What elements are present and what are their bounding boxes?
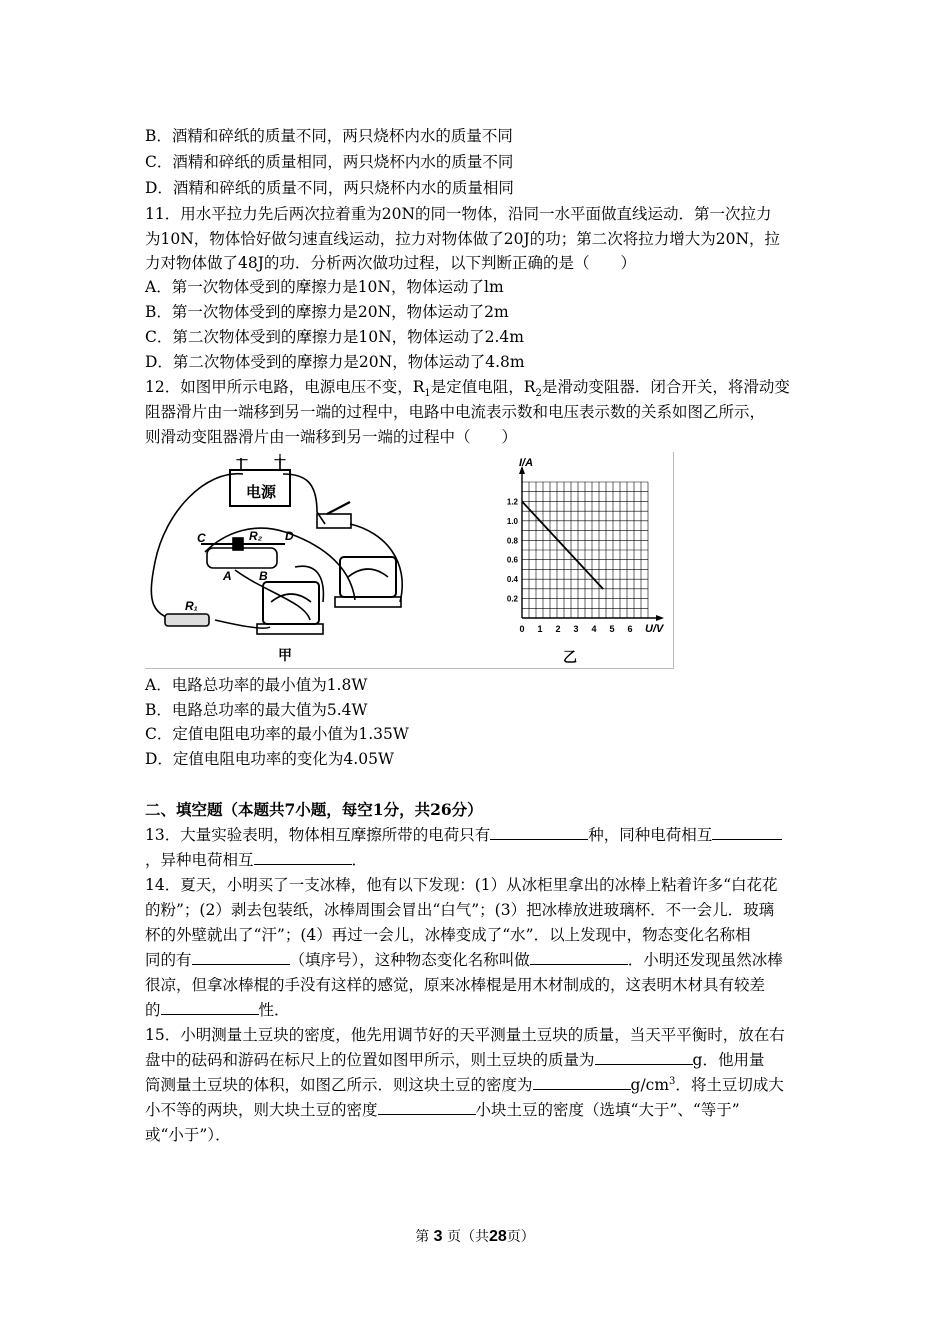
power-source-label: 电源: [245, 484, 277, 501]
q14-blank-1[interactable]: [192, 948, 290, 965]
y-tick-label: 0.6: [506, 555, 518, 565]
q11-option-c: C．第二次物体受到的摩擦力是10N，物体运动了2.4m: [145, 328, 524, 346]
y-tick-label: 0.8: [506, 536, 518, 546]
q11-stem-line2: 为10N，物体恰好做匀速直线运动，拉力对物体做了20J的功；第二次将拉力增大为20N，拉: [145, 230, 781, 248]
figure-yi-caption: 乙: [563, 649, 577, 665]
q12-option-c: C．定值电阻电功率的最小值为1.35W: [145, 725, 409, 743]
q14-blank-3[interactable]: [161, 998, 259, 1015]
rheostat-label-a: A: [223, 569, 232, 583]
q14-line6: 的 性．: [145, 997, 290, 1023]
rheostat-label-r2: R₂: [249, 529, 263, 543]
rheostat-label-c: C: [197, 531, 206, 545]
q12-figure: [145, 452, 674, 669]
q15-blank-1[interactable]: [595, 1048, 693, 1065]
q14-line3: 杯的外壁就出了“汗”；(4）再过一会儿，冰棒变成了“水”．以上发现中，物态变化名称相: [145, 926, 751, 944]
x-tick-label: 3: [573, 624, 579, 634]
q15-line5: 或“小于”）．: [145, 1126, 231, 1144]
resistor-label-r1: R₁: [185, 599, 198, 613]
q14-line4: 同的有 （填序号），这种物态变化名称叫做 ．小明还发现虽然冰棒: [145, 947, 783, 973]
q11-stem-line1: 11．用水平拉力先后两次拉着重为20N的同一物体，沿同一水平面做直线运动．第一次拉力: [145, 205, 772, 223]
q11-option-b: B．第一次物体受到的摩擦力是20N，物体运动了2m: [145, 303, 509, 321]
section-2-title: 二、填空题（本题共7小题，每空1分，共26分）: [145, 800, 483, 819]
q15-line1: 15．小明测量土豆块的密度，他先用调节好的天平测量土豆块的质量，当天平平衡时，放在右: [145, 1026, 785, 1044]
q14-blank-2[interactable]: [530, 948, 628, 965]
q13-line1: 13．大量实验表明，物体相互摩擦所带的电荷只有 种，同种电荷相互: [145, 822, 782, 848]
iv-chart: [475, 452, 705, 668]
q15-line3: 筒测量土豆块的体积，如图乙所示．则这块土豆的密度为 $g/cm^3$．将土豆切成大: [145, 1072, 784, 1098]
q15-line4: 小不等的两块，则大块土豆的密度 小块土豆的密度（选填“大于”、“等于”: [145, 1097, 740, 1123]
q13-blank-1[interactable]: [490, 823, 588, 840]
q13-line2: ，异种电荷相互 ．: [145, 847, 367, 873]
chart-xlabel: U/V: [645, 623, 664, 635]
rheostat-label-d: D: [285, 529, 294, 543]
q11-option-a: A．第一次物体受到的摩擦力是10N，物体运动了lm: [145, 278, 504, 296]
x-axis-arrow: [656, 615, 664, 621]
q11-stem-line3: 力对物体做了48J的功．分析两次做功过程，以下判断正确的是（ ）: [145, 254, 636, 272]
x-tick-label: 0: [519, 624, 525, 634]
minus-terminal-label: －: [235, 452, 249, 468]
q15-blank-3[interactable]: [378, 1098, 476, 1115]
q14-line1: 14．夏天，小明买了一支冰棒，他有以下发现：(1）从冰柜里拿出的冰棒上粘着许多“白花花: [145, 876, 778, 894]
q15-line2: 盘中的砝码和游码在标尺上的位置如图甲所示，则土豆块的质量为 g．他用量: [145, 1047, 764, 1073]
q12-option-b: B．电路总功率的最大值为5.4W: [145, 701, 368, 719]
q13-blank-2[interactable]: [712, 823, 782, 840]
plus-terminal-label: ＋: [273, 452, 287, 468]
chart-series: [522, 501, 603, 588]
circuit-diagram: [145, 452, 445, 668]
chart-grid: [522, 482, 648, 618]
rheostat-label-b: B: [259, 569, 268, 583]
x-tick-label: 5: [609, 624, 615, 634]
q11-option-d: D．第二次物体受到的摩擦力是20N，物体运动了4.8m: [145, 353, 525, 371]
series-line: [522, 501, 603, 588]
x-tick-label: 4: [591, 624, 597, 634]
y-tick-label: 1.0: [506, 516, 518, 526]
q12-stem-line2: 阻器滑片由一端移到另一端的过程中，电路中电流表示数和电压表示数的关系如图乙所示，: [145, 403, 766, 421]
q13-blank-3[interactable]: [254, 848, 352, 865]
q10-option-c: C．酒精和碎纸的质量相同，两只烧杯内水的质量不同: [145, 153, 514, 171]
q12-stem-line3: 则滑动变阻器滑片由一端移到另一端的过程中（ ）: [145, 428, 518, 446]
chart-ylabel: I/A: [519, 457, 534, 469]
page-footer: 第 3 页（共28页）: [415, 1228, 535, 1245]
x-tick-label: 2: [555, 624, 561, 634]
q12-stem-line1: 12．如图甲所示电路，电源电压不变，$R_1$是定值电阻，$R_2$是滑动变阻器．闭合开关，将滑动变: [145, 378, 790, 400]
x-tick-label: 6: [627, 624, 633, 634]
q10-option-b: B．酒精和碎纸的质量不同，两只烧杯内水的质量不同: [145, 127, 513, 145]
q15-blank-2[interactable]: [533, 1073, 631, 1090]
y-tick-label: 1.2: [506, 497, 518, 507]
chart-tick-labels: [507, 497, 633, 634]
q14-line2: 的粉”；(2）剥去包装纸，冰棒周围会冒出“白气”；(3）把冰棒放进玻璃杯．不一会儿．玻璃: [145, 901, 775, 919]
figure-jia-caption: 甲: [278, 647, 292, 663]
x-tick-label: 1: [537, 624, 543, 634]
y-tick-label: 0.2: [506, 594, 518, 604]
q12-option-a: A．电路总功率的最小值为1.8W: [145, 676, 368, 694]
chart-axes: [519, 466, 664, 621]
q14-line5: 很凉，但拿冰棒棍的手没有这样的感觉，原来冰棒棍是用木材制成的，这表明木材具有较差: [145, 976, 766, 994]
q12-option-d: D．定值电阻电功率的变化为4.05W: [145, 750, 394, 768]
q10-option-d: D．酒精和碎纸的质量不同，两只烧杯内水的质量相同: [145, 179, 514, 197]
y-tick-label: 0.4: [506, 575, 518, 585]
